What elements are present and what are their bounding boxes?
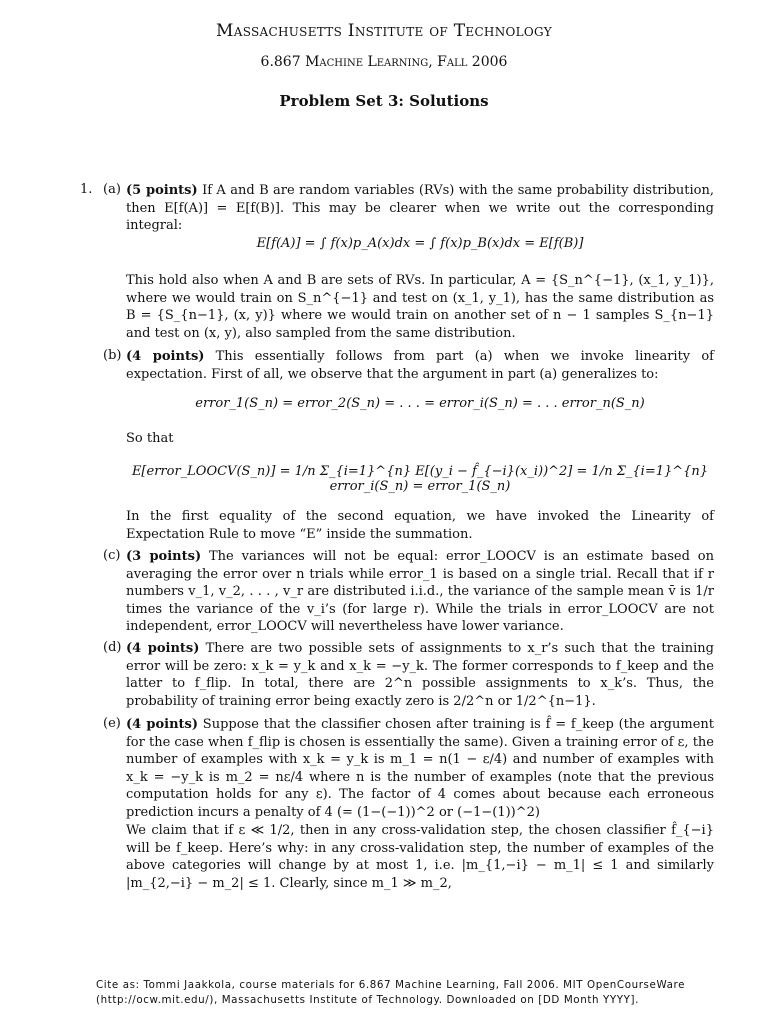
part-b-label: (b) — [103, 348, 122, 363]
part-d-label: (d) — [103, 640, 122, 655]
part-e-label: (e) — [103, 716, 121, 731]
part-c-points: (3 points) — [126, 549, 202, 564]
institution-title: Massachusetts Institute of Technology — [216, 21, 552, 41]
part-a-body: If A and B are random variables (RVs) with the same probability distribution, then E[f(A)] = E[f(B)]. This may be clearer when we write out the corresponding integral: — [126, 183, 714, 234]
citation-footer — [96, 978, 716, 1008]
part-a-label: (a) — [103, 182, 121, 197]
part-b-so-that: So that — [126, 431, 174, 446]
problem-set-title: Problem Set 3: Solutions — [279, 92, 489, 110]
part-a-points: (5 points) — [126, 183, 198, 198]
part-b-equation2: E[error_LOOCV(S_n)] = 1/n Σ_{i=1}^{n} E[(y_i − f̂_{−i}(x_i))^2] = 1/n Σ_{i=1}^{n} error_i(S_n) = error_1(S_n) — [131, 464, 709, 494]
part-b-body: This essentially follows from part (a) when we invoke linearity of expectation. First of all, we observe that the argument in part (a) generalizes to: — [126, 349, 714, 382]
footer-line-1: Cite as: Tommi Jaakkola, course materials for 6.867 Machine Learning, Fall 2006. MIT OpenCourseWare — [96, 979, 686, 991]
part-b-points: (4 points) — [126, 349, 205, 364]
part-e-points: (4 points) — [126, 717, 198, 732]
part-a-text — [126, 182, 714, 235]
part-b-text2: In the first equality of the second equation, we have invoked the Linearity of Expectation Rule to move “E” inside the summation. — [126, 509, 714, 542]
footer-line-2: (http://ocw.mit.edu/), Massachusetts Institute of Technology. Downloaded on [DD Month YYYY]. — [96, 994, 640, 1006]
part-e-text2: We claim that if ε ≪ 1/2, then in any cross-validation step, the chosen classifier f̂_{−i} will be f_keep. Here’s why: in any cross-validation step, the number of examples of the above categories will change by at most 1, i.e. |m_{1,−i} − m_1| ≤ 1 and similarly |m_{2,−i} − m_2| ≤ 1. Clearly, since m_1 ≫ m_2, — [126, 823, 714, 891]
part-d-points: (4 points) — [126, 641, 200, 656]
part-d-body: There are two possible sets of assignments to x_r’s such that the training error will be zero: x_k = y_k and x_k = −y_k. The former corresponds to f_keep and the latter to f_flip. In total, there are 2^n possible assignments to x_k’s. Thus, the probability of training error being exactly zero is 2/2^n or 1/2^{n−1}. — [126, 641, 714, 709]
part-a-equation: E[f(A)] = ∫ f(x)p_A(x)dx = ∫ f(x)p_B(x)dx = E[f(B)] — [256, 236, 584, 251]
part-d-text — [126, 640, 714, 710]
part-e-body: Suppose that the classifier chosen after training is f̂ = f_keep (the argument for the case when f_flip is chosen is essentially the same). Given a training error of ε, the number of examples with x_k = y_k is m_1 = n(1 − ε/4) and number of examples with x_k = −y_k is m_2 = nε/4 where n is the number of examples (note that the previous computation holds for any ε). The factor of 4 comes about because each erroneous prediction incurs a penalty of 4 (= (1−(−1))^2 or (−1−(1))^2) — [126, 717, 714, 820]
part-b-equation: error_1(S_n) = error_2(S_n) = . . . = error_i(S_n) = . . . error_n(S_n) — [195, 396, 645, 411]
problem-number: 1. — [80, 182, 93, 197]
part-c-label: (c) — [103, 548, 121, 563]
part-c-text — [126, 548, 714, 636]
course-title: 6.867 Machine Learning, Fall 2006 — [260, 54, 508, 70]
part-b-text — [126, 348, 714, 383]
part-c-body: The variances will not be equal: error_LOOCV is an estimate based on averaging the error over n trials while error_1 is based on a single trial. Recall that if r numbers v_1, v_2, . . . , v_r are distributed i.i.d., the variance of the sample mean v̄ is 1/r times the variance of the v_i’s (for large r). While the trials in error_LOOCV are not independent, error_LOOCV will nevertheless have lower variance. — [126, 549, 714, 635]
part-e-text — [126, 716, 714, 822]
part-a-text2: This hold also when A and B are sets of RVs. In particular, A = {S_n^{−1}, (x_1, y_1)}, where we would train on S_n^{−1} and test on (x_1, y_1), has the same distribution as B = {S_{n−1}, (x, y)} where we would train on another set of n − 1 samples S_{n−1} and test on (x, y), also sampled from the same distribution. — [126, 273, 714, 341]
